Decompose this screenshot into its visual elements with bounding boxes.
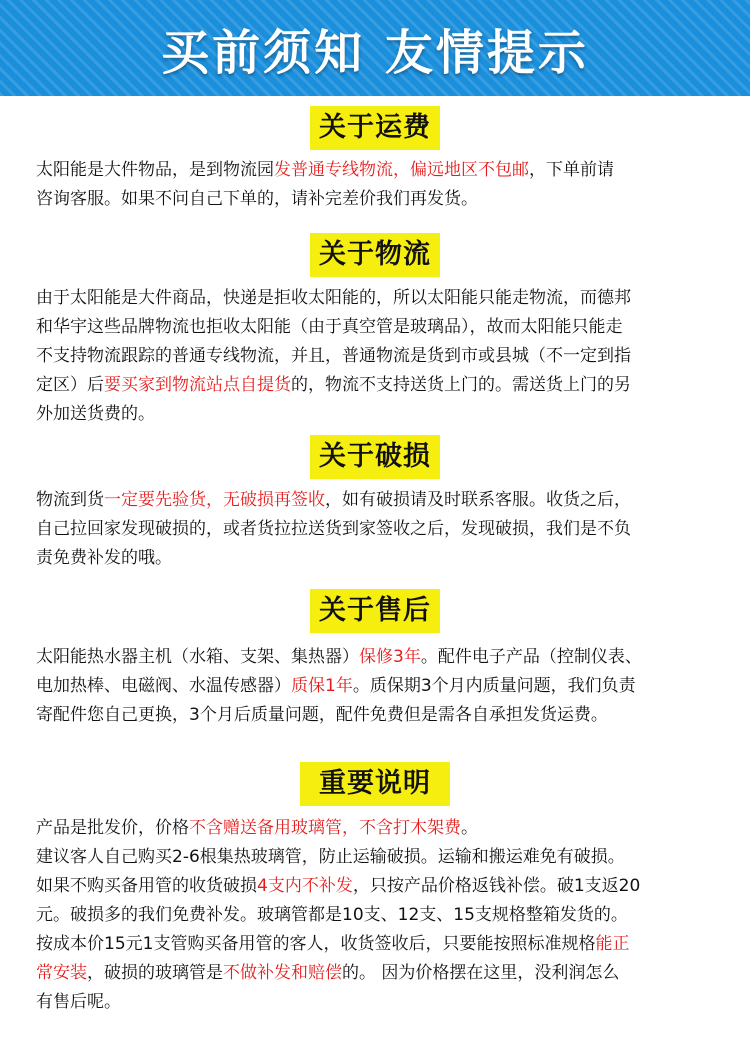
body-text: 太阳能是大件物品，是到物流园	[36, 160, 274, 180]
highlight-text: 一定要先验货，无破损再签收	[104, 490, 325, 510]
body-text: 咨询客服。如果不问自己下单的，请补完差价我们再发货。	[36, 189, 478, 209]
body-text: 寄配件您自己更换，3个月后质量问题，配件免费但是需各自承担发货运费。	[36, 705, 608, 725]
text-line	[36, 672, 726, 701]
highlight-text: 质保1年	[291, 676, 353, 696]
text-line	[36, 814, 726, 843]
paragraph-damage	[36, 486, 726, 573]
highlight-text: 4支内不补发	[257, 876, 353, 896]
text-line	[36, 901, 726, 930]
text-line	[36, 313, 726, 342]
body-text: ，破损的玻璃管是	[87, 963, 223, 983]
header-banner	[0, 0, 750, 96]
highlight-text: 要买家到物流站点自提货	[104, 375, 291, 395]
body-text: 责免费补发的哦。	[36, 548, 172, 568]
body-text: 有售后呢。	[36, 992, 121, 1012]
text-line	[36, 284, 726, 313]
text-line	[36, 515, 726, 544]
page-title: 买前须知 友情提示	[161, 24, 589, 81]
section-heading-freight: 关于运费	[310, 106, 440, 150]
text-line	[36, 701, 726, 730]
body-text: 。质保期3个月内质量问题，我们负责	[352, 676, 636, 696]
body-text: 建议客人自己购买2-6根集热玻璃管，防止运输破损。运输和搬运难免有破损。	[36, 847, 625, 867]
text-line	[36, 342, 726, 371]
body-text: 元。破损多的我们免费补发。玻璃管都是10支、12支、15支规格整箱发货的。	[36, 905, 628, 925]
paragraph-freight	[36, 156, 726, 214]
body-text: 的，物流不支持送货上门的。需送货上门的另	[291, 375, 631, 395]
body-text: 如果不购买备用管的收货破损	[36, 876, 257, 896]
section-heading-logistics: 关于物流	[310, 233, 440, 277]
body-text: ，只按产品价格返钱补偿。破1支返20	[352, 876, 641, 896]
paragraph-aftersales	[36, 643, 726, 730]
body-text: 由于太阳能是大件商品，快递是拒收太阳能的，所以太阳能只能走物流，而德邦	[36, 288, 631, 308]
body-text: 物流到货	[36, 490, 104, 510]
text-line	[36, 371, 726, 400]
body-text: 和华宇这些品牌物流也拒收太阳能（由于真空管是玻璃品），故而太阳能只能走	[36, 317, 623, 337]
highlight-text: 保修3年	[359, 647, 421, 667]
section-heading-damage: 关于破损	[310, 435, 440, 479]
body-text: 电加热棒、电磁阀、水温传感器）	[36, 676, 291, 696]
body-text: 太阳能热水器主机（水箱、支架、集热器）	[36, 647, 359, 667]
body-text: 按成本价15元1支管购买备用管的客人，收货签收后，只要能按照标准规格	[36, 934, 596, 954]
paragraph-important	[36, 814, 726, 1017]
body-text: 的。 因为价格摆在这里，没利润怎么	[342, 963, 620, 983]
body-text: 外加送货费的。	[36, 404, 155, 424]
text-line	[36, 486, 726, 515]
text-line	[36, 185, 726, 214]
text-line	[36, 400, 726, 429]
body-text: 定区）后	[36, 375, 104, 395]
highlight-text: 不做补发和赔偿	[223, 963, 342, 983]
text-line	[36, 988, 726, 1017]
body-text: ，如有破损请及时联系客服。收货之后，	[325, 490, 631, 510]
body-text: 。	[461, 818, 478, 838]
text-line	[36, 843, 726, 872]
body-text: 自己拉回家发现破损的，或者货拉拉送货到家签收之后，发现破损，我们是不负	[36, 519, 631, 539]
highlight-text: 能正	[595, 934, 630, 954]
paragraph-logistics	[36, 284, 726, 429]
body-text: 产品是批发价，价格	[36, 818, 189, 838]
text-line	[36, 643, 726, 672]
body-text: 不支持物流跟踪的普通专线物流，并且，普通物流是货到市或县城（不一定到指	[36, 346, 631, 366]
text-line	[36, 544, 726, 573]
text-line	[36, 959, 726, 988]
text-line	[36, 156, 726, 185]
section-heading-important: 重要说明	[300, 762, 450, 806]
body-text: ，下单前请	[529, 160, 614, 180]
highlight-text: 发普通专线物流，偏远地区不包邮	[274, 160, 529, 180]
body-text: 。配件电子产品（控制仪表、	[420, 647, 642, 667]
highlight-text: 不含赠送备用玻璃管，不含打木架费	[189, 818, 461, 838]
highlight-text: 常安装	[36, 963, 87, 983]
section-heading-aftersales: 关于售后	[310, 589, 440, 633]
text-line	[36, 930, 726, 959]
text-line	[36, 872, 726, 901]
